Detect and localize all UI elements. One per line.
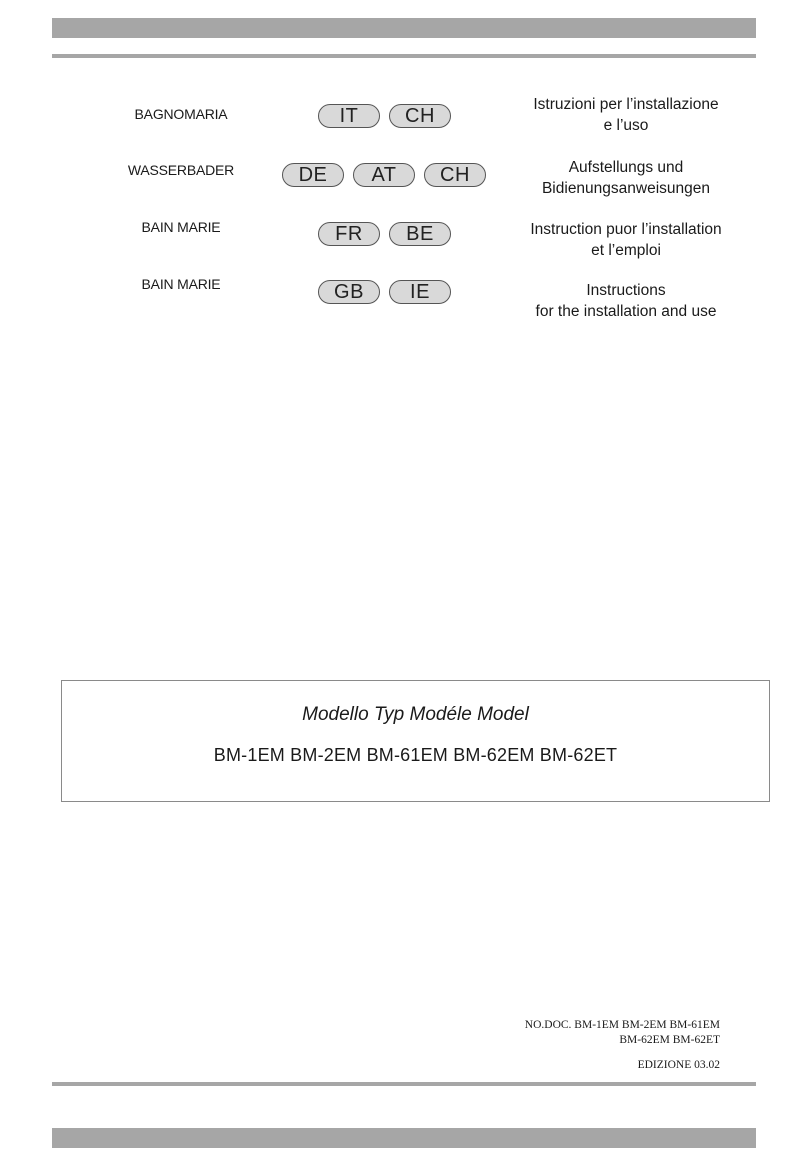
product-name-it: BAGNOMARIA bbox=[134, 106, 228, 122]
document-number bbox=[525, 1018, 720, 1048]
country-badge-ch2: CH bbox=[424, 163, 486, 187]
document-number-line1: NO.DOC. BM-1EM BM-2EM BM-61EM bbox=[524, 1019, 720, 1031]
description-fr-line1: Instruction puor l’installation bbox=[530, 221, 722, 238]
country-badge-ch: CH bbox=[389, 104, 451, 128]
description-de-line1: Aufstellungs und bbox=[568, 159, 684, 176]
description-de bbox=[506, 157, 746, 199]
edition: EDIZIONE 03.02 bbox=[637, 1059, 720, 1071]
bottom-bar-thick bbox=[52, 1128, 756, 1148]
description-it-line1: Istruzioni per l’installazione bbox=[533, 96, 719, 113]
description-fr bbox=[506, 219, 746, 261]
country-badge-it: IT bbox=[318, 104, 380, 128]
country-badge-be: BE bbox=[389, 222, 451, 246]
country-badge-ie: IE bbox=[389, 280, 451, 304]
country-badge-gb: GB bbox=[318, 280, 380, 304]
description-gb-line2: for the installation and use bbox=[535, 303, 717, 320]
top-bar-thick bbox=[52, 18, 756, 38]
country-badge-fr: FR bbox=[318, 222, 380, 246]
bottom-bar-thin bbox=[52, 1082, 756, 1086]
country-badge-de: DE bbox=[282, 163, 344, 187]
top-bar-thin bbox=[52, 54, 756, 58]
country-badge-at: AT bbox=[353, 163, 415, 187]
product-name-gb: BAIN MARIE bbox=[141, 276, 221, 292]
description-de-line2: Bidienungsanweisungen bbox=[541, 180, 711, 197]
description-it-line2: e l’uso bbox=[603, 117, 649, 134]
model-list: BM-1EM BM-2EM BM-61EM BM-62EM BM-62ET bbox=[213, 745, 618, 765]
description-gb-line1: Instructions bbox=[586, 282, 666, 299]
model-box bbox=[61, 680, 770, 802]
document-number-line2: BM-62EM BM-62ET bbox=[619, 1034, 720, 1046]
model-title: Modello Typ Modéle Model bbox=[302, 704, 529, 725]
description-it bbox=[506, 94, 746, 136]
product-name-fr: BAIN MARIE bbox=[141, 219, 221, 235]
product-name-de: WASSERBADER bbox=[127, 162, 235, 178]
description-gb bbox=[506, 280, 746, 322]
description-fr-line2: et l’emploi bbox=[591, 242, 661, 259]
